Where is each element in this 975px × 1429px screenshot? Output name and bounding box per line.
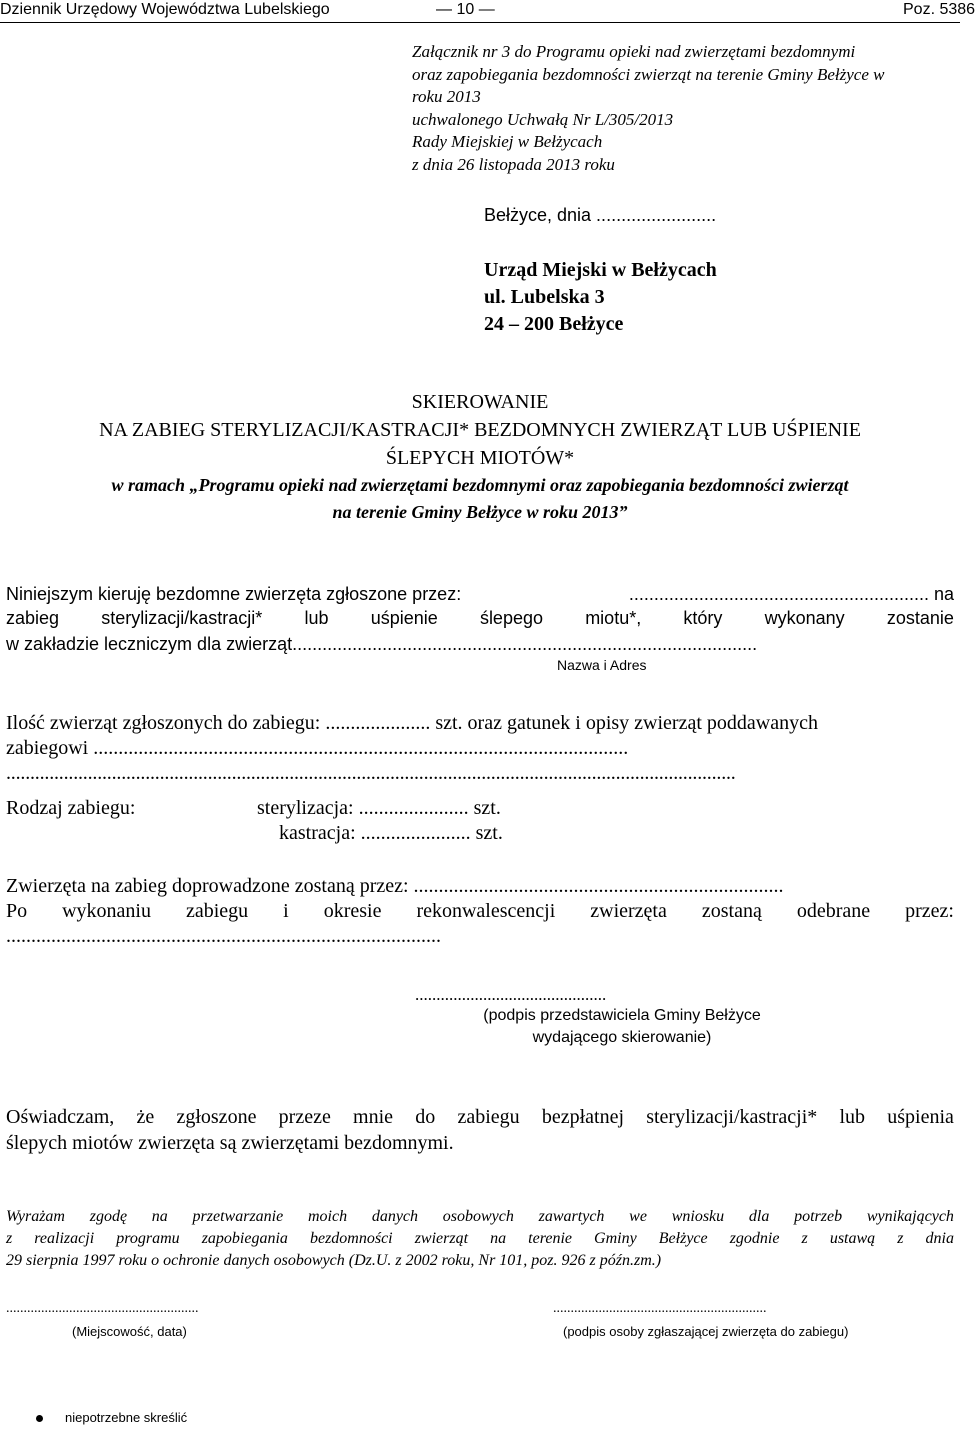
official-signature-dots: ............................................. — [415, 985, 607, 1004]
word: zostanie — [886, 608, 954, 628]
word: do — [415, 1106, 436, 1128]
applicant-signature-dots: ............................................................. — [553, 1301, 767, 1316]
word: wynikających — [866, 1208, 954, 1225]
word: z — [801, 1230, 808, 1247]
declaration-line-2: ślepych miotów zwierzęta są zwierzętami bezdomnymi. — [6, 1132, 454, 1154]
footnote-text: niepotrzebne skreślić — [65, 1410, 188, 1425]
annex-line: oraz zapobiegania bezdomności zwierząt na terenie Gminy Bełżyce w — [412, 64, 885, 84]
word: okresie — [323, 900, 382, 922]
word: wykonaniu — [62, 900, 151, 922]
delivered-by-line: Zwierzęta na zabieg doprowadzone zostaną przez: .......................................................................... — [6, 875, 784, 897]
word: i — [283, 900, 289, 922]
word: wykonany — [764, 608, 845, 628]
word: moich — [307, 1208, 348, 1225]
word: bezpłatnej — [541, 1106, 625, 1128]
journal-name: Dziennik Urzędowy Województwa Lubelskiego — [0, 1, 330, 18]
word: na — [490, 1230, 507, 1247]
species-line: zabiegowi ........................................................................................................... — [6, 737, 629, 759]
referral-text: Niniejszym kieruję bezdomne zwierzęta zgłoszone przez: — [6, 584, 462, 604]
applicant-signature-label: (podpis osoby zgłaszającej zwierzęta do zabiegu) — [563, 1324, 849, 1339]
word: lub — [839, 1106, 866, 1128]
word: miotu*, — [585, 608, 642, 628]
word: że — [136, 1106, 155, 1128]
annex-line: z dnia 26 listopada 2013 roku — [412, 154, 615, 174]
word: rekonwalescencji — [416, 900, 556, 922]
word: uśpienia — [887, 1106, 954, 1128]
word: na — [151, 1208, 168, 1225]
page-number: — 10 — — [436, 1, 495, 18]
word: mnie — [353, 1106, 394, 1128]
word: wniosku — [671, 1208, 725, 1225]
official-signature-caption — [420, 1005, 824, 1049]
word: terenie — [528, 1230, 572, 1247]
word: dla — [748, 1208, 770, 1225]
word: przeze — [278, 1106, 331, 1128]
word: Wyrażam — [6, 1208, 65, 1225]
signature-caption-line-1: (podpis przedstawiciela Gminy Bełżyce — [483, 1007, 761, 1024]
place-date-label: (Miejscowość, data) — [72, 1324, 187, 1339]
word: zwierząt — [414, 1230, 469, 1247]
page-header — [0, 0, 975, 23]
word: we — [629, 1208, 647, 1225]
referral-line-2 — [6, 606, 954, 630]
annex-line: Rady Miejskiej w Bełżycach — [412, 132, 603, 151]
annex-line: Załącznik nr 3 do Programu opieki nad zwierzętami bezdomnymi — [412, 42, 856, 61]
word: potrzeb — [794, 1208, 843, 1225]
document-title — [0, 388, 960, 526]
title-line-3: ŚLEPYCH MIOTÓW* — [385, 447, 575, 469]
word: zgodę — [89, 1208, 128, 1225]
word: sterylizacji/kastracji* — [646, 1106, 818, 1128]
referral-dots: ............................................................ na — [628, 584, 954, 604]
annex-line: roku 2013 — [412, 87, 481, 106]
word: ślepego — [479, 608, 543, 628]
signature-caption-line-2: wydającego skierowanie) — [532, 1029, 712, 1046]
annex-header — [412, 41, 960, 176]
word: zgodnie — [729, 1230, 780, 1247]
word: zabiegu — [185, 900, 249, 922]
title-line-5: na terenie Gminy Bełżyce w roku 2013” — [332, 502, 628, 522]
word: Gminy — [594, 1230, 637, 1247]
recipient-name: Urząd Miejski w Bełżycach — [484, 259, 717, 281]
footnote — [36, 1409, 187, 1427]
word: odebrane — [796, 900, 871, 922]
pickup-line — [6, 899, 954, 924]
recipient-postal: 24 – 200 Bełżyce — [484, 313, 624, 335]
dotted-line: ........................................................................................................................................................ — [6, 762, 736, 784]
word: dnia — [925, 1230, 954, 1247]
word: który — [683, 608, 723, 628]
title-line-2: NA ZABIEG STERYLIZACJI/KASTRACJI* BEZDOMNYCH ZWIERZĄT LUB UŚPIENIE — [99, 419, 861, 441]
title-line-4: w ramach „Programu opieki nad zwierzętami bezdomnymi oraz zapobiegania bezdomności zwierząt — [111, 475, 849, 495]
place-date: Bełżyce, dnia ........................ — [484, 205, 717, 225]
word: zabieg — [6, 608, 60, 628]
declaration-line-1 — [6, 1104, 954, 1130]
position-number: Poz. 5386 — [903, 1, 975, 18]
pickup-dots: ....................................................................................... — [6, 925, 441, 947]
word: osobowych — [442, 1208, 514, 1225]
word: bezdomności — [309, 1230, 393, 1247]
title-line-1: SKIEROWANIE — [411, 391, 549, 413]
word: zgłoszone — [176, 1106, 257, 1128]
animal-count-line: Ilość zwierząt zgłoszonych do zabiegu: ..................... szt. oraz gatunek i opisy zwierząt poddawanych — [6, 712, 818, 734]
word: danych — [371, 1208, 419, 1225]
word: zwierzęta — [590, 900, 667, 922]
word: z — [897, 1230, 904, 1247]
name-address-label: Nazwa i Adres — [557, 657, 647, 673]
word: realizacji — [34, 1230, 95, 1247]
word: lub — [304, 608, 329, 628]
word: Oświadczam, — [6, 1106, 115, 1128]
word: ustawą — [829, 1230, 876, 1247]
word: programu — [116, 1230, 180, 1247]
word: przez: — [905, 900, 954, 922]
word: Po — [6, 900, 28, 922]
word: uśpienie — [370, 608, 438, 628]
referral-line-3: w zakładzie leczniczym dla zwierząt............................................................................................. — [6, 634, 758, 654]
word: zabiegu — [457, 1106, 520, 1128]
sterilization-line: sterylizacja: ...................... szt. — [257, 797, 501, 819]
word: zapobiegania — [201, 1230, 288, 1247]
bullet-icon — [36, 1415, 43, 1422]
annex-line: uchwalonego Uchwałą Nr L/305/2013 — [412, 109, 674, 129]
castration-line: kastracja: ...................... szt. — [279, 822, 503, 844]
word: sterylizacji/kastracji* — [101, 608, 263, 628]
referral-line-1 — [6, 582, 954, 606]
consent-line-3: 29 sierpnia 1997 roku o ochronie danych osobowych (Dz.U. z 2002 roku, Nr 101, poz. 926 z późn.zm.) — [6, 1252, 662, 1269]
procedure-label: Rodzaj zabiegu: — [6, 797, 136, 819]
word: Bełżyce — [658, 1230, 708, 1247]
word: z — [6, 1230, 13, 1247]
word: przetwarzanie — [192, 1208, 284, 1225]
recipient-street: ul. Lubelska 3 — [484, 286, 605, 308]
consent-line-1 — [6, 1206, 954, 1228]
word: zostaną — [701, 900, 762, 922]
consent-line-2 — [6, 1228, 954, 1250]
word: zawartych — [538, 1208, 605, 1225]
place-date-dots: ....................................................... — [6, 1301, 199, 1316]
